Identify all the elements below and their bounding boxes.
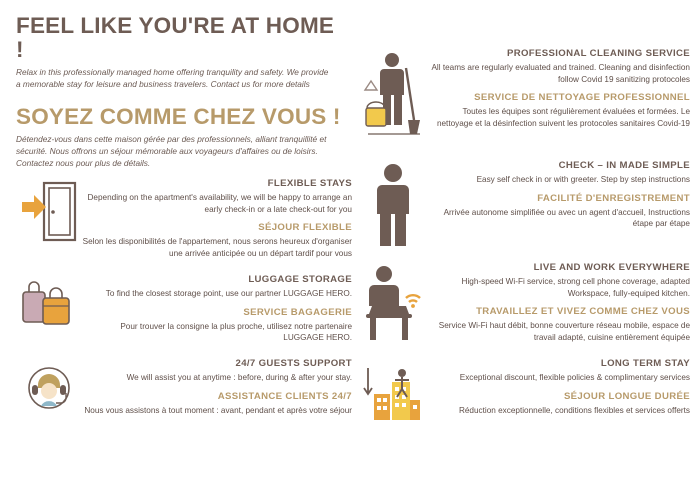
- cleaning-service-head-fr: SERVICE DE NETTOYAGE PROFESSIONNEL: [474, 92, 690, 104]
- section-check-in: [360, 160, 690, 248]
- cleaning-service-body-fr: Toutes les équipes sont régulièrement évaluées et formées. Le nettoyage et la désinfection suivent les protocoles sanitaires Covid-19: [436, 107, 690, 129]
- luggage-icon: [16, 274, 82, 330]
- guest-support-head-en: 24/7 GUESTS SUPPORT: [235, 358, 352, 370]
- guest-support-body-en: We will assist you at anytime : before, during & after your stay.: [126, 373, 352, 383]
- section-guest-support: [16, 358, 352, 416]
- check-in-head-fr: FACILITÉ D'ENREGISTREMENT: [537, 192, 690, 204]
- support-agent-icon: [16, 358, 82, 416]
- luggage-storage-head-fr: SERVICE BAGAGERIE: [243, 306, 352, 318]
- check-in-head-en: CHECK – IN MADE SIMPLE: [558, 160, 690, 171]
- live-and-work-head-en: LIVE AND WORK EVERYWHERE: [533, 262, 690, 273]
- door-arrow-icon: [16, 178, 82, 242]
- cleaning-service-text: [426, 48, 690, 130]
- live-and-work-head-fr: TRAVAILLEZ ET VIVEZ COMME CHEZ VOUS: [476, 306, 690, 318]
- luggage-storage-text: [82, 274, 352, 344]
- check-in-text: [426, 160, 690, 230]
- check-in-body-en: Easy self check in or with greeter. Step by step instructions: [476, 175, 690, 184]
- page-title-en: FEEL LIKE YOU'RE AT HOME !: [16, 13, 335, 62]
- section-live-and-work: [360, 262, 690, 344]
- section-flexible-stays: [16, 178, 352, 260]
- guest-support-text: [82, 358, 352, 416]
- cleaning-service-body-en: All teams are regularly evaluated and trained. Cleaning and disinfection follow Covid 19 sanitizing protocoles: [431, 63, 690, 84]
- live-and-work-text: [426, 262, 690, 344]
- cleaning-service-head-en: PROFESSIONAL CLEANING SERVICE: [506, 48, 690, 59]
- long-term-stay-text: [426, 358, 690, 416]
- flexible-stays-head-en: FLEXIBLE STAYS: [267, 178, 352, 189]
- luggage-storage-body-fr: Pour trouver la consigne la plus proche, utilisez notre partenaire LUGGAGE HERO.: [120, 321, 352, 343]
- left-column: [16, 178, 352, 416]
- live-and-work-body-fr: Service Wi-Fi haut débit, bonne couverture réseau mobile, espace de travail adapté, cuisine entièrement équipée: [438, 321, 690, 343]
- live-and-work-body-en: High-speed Wi-Fi service, strong cell phone coverage, adapted Workspace, fully-equiped kitchen.: [461, 277, 690, 298]
- guest-support-body-fr: Nous vous assistons à tout moment : avant, pendant et après votre séjour: [84, 405, 352, 415]
- luggage-storage-head-en: LUGGAGE STORAGE: [248, 273, 352, 285]
- page-subtitle-en: Relax in this professionally managed home offering tranquility and safety. We provide a memorable stay for leisure and business travelers. Contact us for more details: [16, 67, 329, 90]
- city-calendar-person-icon: [360, 358, 426, 424]
- page-title-fr: SOYEZ COMME CHEZ VOUS !: [16, 103, 341, 129]
- section-long-term-stay: [360, 358, 690, 424]
- flexible-stays-body-en: Depending on the apartment's availability, we will be happy to arrange an early check-in or a late check-out for you: [87, 193, 352, 214]
- section-cleaning-service: [360, 48, 690, 146]
- person-laptop-wifi-icon: [360, 262, 426, 344]
- long-term-stay-body-en: Exceptional discount, flexible policies & complimentary services: [459, 373, 690, 382]
- flexible-stays-text: [82, 178, 352, 260]
- guest-support-head-fr: ASSISTANCE CLIENTS 24/7: [217, 390, 352, 402]
- page-subtitle-fr: Détendez-vous dans cette maison gérée par des professionnels, alliant tranquillité et sécurité. Nous offrons un séjour mémorable aux voyageurs d'affaires ou de loisirs. Contactez nous pour plus de détails.: [16, 134, 327, 168]
- cleaner-mop-bucket-icon: [360, 48, 426, 146]
- luggage-storage-body-en: To find the closest storage point, use our partner LUGGAGE HERO.: [105, 288, 352, 298]
- flexible-stays-body-fr: Selon les disponibilités de l'appartement, nous serons heureux d'organiser une arrivée anticipée ou un départ tardif pour vous: [82, 237, 352, 259]
- long-term-stay-head-fr: SÉJOUR LONGUE DURÉE: [563, 390, 690, 402]
- section-luggage-storage: [16, 274, 352, 344]
- check-in-body-fr: Arrivée autonome simplifiée ou avec un agent d'accueil, Instructions étape par étape: [443, 207, 690, 229]
- long-term-stay-body-fr: Réduction exceptionnelle, conditions flexibles et services offerts: [458, 405, 690, 415]
- person-standing-icon: [360, 160, 426, 248]
- right-column: [360, 48, 690, 424]
- header: [16, 14, 346, 170]
- long-term-stay-head-en: LONG TERM STAY: [600, 358, 690, 369]
- flexible-stays-head-fr: SÉJOUR FLEXIBLE: [258, 222, 352, 234]
